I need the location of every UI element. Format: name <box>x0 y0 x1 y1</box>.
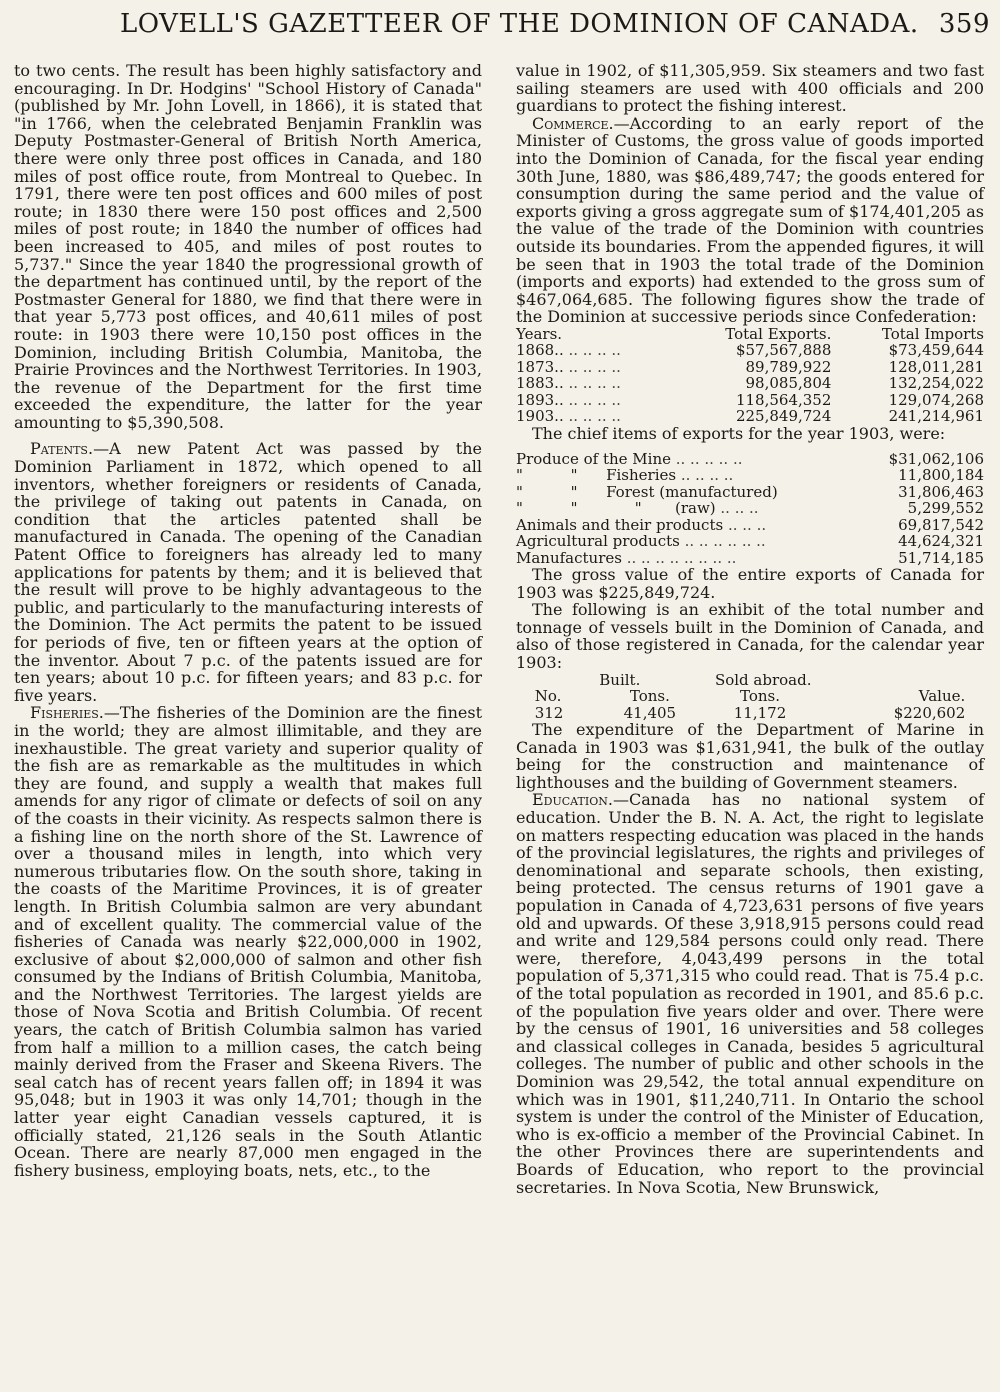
export-value: 5,299,552 <box>907 499 984 517</box>
fisheries-continued-paragraph: value in 1902, of $11,305,959. Six steamers and two fast sailing steamers are used with 400 officials and 200 guardians to protect the fishing interest. <box>516 61 984 116</box>
vessels-group-built: Built. <box>599 670 641 689</box>
export-value: $31,062,106 <box>888 449 984 468</box>
trade-header-exports: Total Exports. <box>725 324 832 343</box>
exports-table <box>516 451 984 567</box>
trade-exports: 89,789,922 <box>745 357 832 376</box>
table-row <box>516 484 984 501</box>
table-row <box>535 705 966 722</box>
vessels-value: $220,602 <box>893 703 966 722</box>
export-value: 31,806,463 <box>898 482 984 501</box>
trade-header-imports: Total Imports <box>881 324 984 343</box>
vessels-header-tons-built: Tons. <box>629 687 670 706</box>
running-title: LOVELL'S GAZETTEER OF THE DOMINION OF CANADA. <box>120 9 919 39</box>
trade-table-header <box>516 326 984 343</box>
export-value: 69,817,542 <box>898 515 984 534</box>
table-row: Animals and their products .. .. .. 69,817,542 <box>516 515 984 534</box>
commerce-heading: Commerce. <box>532 113 614 133</box>
commerce-text: —According to an early report of the Minister of Customs, the gross value of goods imported into the Dominion of Canada, for the fiscal year ending 30th June, 1880, was $86,489,747; the goods entered for consumption during the same period and the value of exports giving a gross aggregate sum of $174,401,205 as the value of the trade of the Dominion with countries outside its boundaries. From the appended figures, it will be seen that in 1903 the total trade of the Dominion (imports and exports) had extended to the gross sum of $467,064,685. The following figures show the trade of the Dominion at successive periods since Confederation: <box>516 113 984 327</box>
right-column <box>516 62 984 1382</box>
marine-paragraph: The expenditure of the Department of Marine in Canada in 1903 was $1,631,941, the bulk of the outlay being for the construction and maintenance of lighthouses and the building of Government steamers. <box>516 720 984 792</box>
gross-value-paragraph: The gross value of the entire exports of Canada for 1903 was $225,849,724. <box>516 565 984 602</box>
vessels-intro: The following is an exhibit of the total number and tonnage of vessels built in the Dominion of Canada, and also of those registered in Canada, for the calendar year 1903: <box>516 600 984 672</box>
trade-year: 1893.. <box>516 390 564 409</box>
trade-imports: 129,074,268 <box>888 390 984 409</box>
education-text: —Canada has no national system of education. Under the B. N. A. Act, the right to legislate on matters respecting education was placed in the hands of the provincial legislatures, the rights and privileges of denominational and separate schools, then existing, being protected. The census returns of 1901 gave a population in Canada of 4,723,631 persons of five years old and upwards. Of these 3,918,915 persons could read and write and 129,584 persons could only read. There were, therefore, 4,043,499 persons in the total population of 5,371,315 who could read. That is 75.4 p.c. of the total population as recorded in 1901, and 85.6 p.c. of the population five years older and over. There were by the census of 1901, 16 universities and 58 colleges and classical colleges in Canada, besides 5 agricultural colleges. The number of public and other schools in the Dominion was 29,542, the total annual expenditure on which was in 1901, $11,240,711. In Ontario the school system is under the control of the Minister of Education, who is ex-officio a member of the Provincial Cabinet. In the other Provinces there are superintendents and Boards of Education, who report to the provincial secretaries. In Nova Scotia, New Brunswick, <box>516 790 984 1197</box>
trade-exports: $57,567,888 <box>735 341 832 360</box>
export-item: Produce of the Mine <box>516 449 671 468</box>
table-row: Manufactures .. .. .. .. .. .. .. .. 51,714,185 <box>516 548 984 567</box>
trade-year: 1873.. <box>516 357 564 376</box>
export-item: " " Forest (manufactured) <box>516 482 778 501</box>
trade-exports: 118,564,352 <box>735 390 832 409</box>
table-row: 1883.. .. .. .. .. 98,085,804 132,254,022 <box>516 374 984 393</box>
export-item: Animals and their products <box>516 515 724 534</box>
commerce-section <box>516 115 984 326</box>
patents-section <box>14 440 482 704</box>
trade-imports: 128,011,281 <box>888 357 984 376</box>
trade-table <box>516 326 984 425</box>
vessels-header-tons-sold: Tons. <box>740 687 780 706</box>
table-row: 1868.. .. .. .. .. $57,567,888 $73,459,644 <box>516 341 984 360</box>
table-row: " " " (raw) .. .. .. 5,299,552 <box>516 499 984 517</box>
table-row: 1893.. .. .. .. .. 118,564,352 129,074,268 <box>516 390 984 409</box>
fisheries-section <box>14 704 482 1179</box>
exports-intro: The chief items of exports for the year 1903, were: <box>532 423 946 443</box>
vessels-table <box>535 672 966 722</box>
trade-imports: 132,254,022 <box>888 374 984 393</box>
vessels-count: 312 <box>534 703 564 722</box>
export-value: 11,800,184 <box>898 466 984 484</box>
vessels-header-no: No. <box>534 687 562 706</box>
education-section <box>516 791 984 1196</box>
running-header <box>0 6 1000 42</box>
vessels-header <box>535 688 966 705</box>
export-value: 51,714,185 <box>898 548 984 567</box>
export-item: " " Fisheries <box>516 466 677 484</box>
export-item: Agricultural products <box>516 532 680 550</box>
page-number: 359 <box>938 9 990 39</box>
trade-imports: 241,214,961 <box>888 407 984 426</box>
vessels-tons-built: 41,405 <box>623 703 677 722</box>
patents-heading: Patents. <box>30 439 94 459</box>
vessels-group-sold: Sold abroad. <box>714 670 812 689</box>
trade-year: 1868.. <box>516 341 564 360</box>
trade-header-years: Years. <box>516 324 563 343</box>
export-item: Manufactures <box>516 548 622 567</box>
table-row: 1873.. .. .. .. .. 89,789,922 128,011,281 <box>516 357 984 376</box>
fisheries-text: —The fisheries of the Dominion are the finest in the world; they are almost illimitable, and they are inexhaustible. The great variety and superior quality of the fish are as remarkable as the multitudes in which they are found, and supply a wealth that makes full amends for any rigor of climate or defects of soil on any of the coasts in their vicinity. As respects salmon there is a fishing line on the north shore of the St. Lawrence of over a thousand miles in length, into which very numerous tributaries flow. On the south shore, taking in the coasts of the Maritime Provinces, it is of greater length. In British Columbia salmon are very abundant and of excellent quality. The commercial value of the fisheries of Canada was nearly $22,000,000 in 1902, exclusive of about $2,000,000 of salmon and other fish consumed by the Indians of British Columbia, Manitoba, and the Northwest Territories. The largest yields are those of Nova Scotia and British Columbia. Of recent years, the catch of British Columbia salmon has varied from half a million to a million cases, the catch being mainly derived from the Fraser and Skeena Rivers. The seal catch has of recent years fallen off; in 1894 it was 95,048; but in 1903 it was only 14,701; though in the latter year eight Canadian vessels captured, it is officially stated, 21,126 seals in the South Atlantic Ocean. There are nearly 87,000 men engaged in the fishery business, employing boats, nets, etc., to the <box>14 703 482 1180</box>
education-heading: Education. <box>532 790 613 810</box>
table-row: Agricultural products .. .. .. .. .. .. 44,624,321 <box>516 532 984 550</box>
export-value: 44,624,321 <box>898 532 984 550</box>
table-row: 1903.. .. .. .. .. 225,849,724 241,214,961 <box>516 407 984 426</box>
vessels-header-value: Value. <box>918 687 966 706</box>
patents-text: —A new Patent Act was passed by the Dominion Parliament in 1872, which opened to all inventors, whether foreigners or residents of Canada, the privilege of taking out patents in Canada, on condition that the articles patented shall be manufactured in Canada. The opening of the Canadian Patent Office to foreigners has already led to many applications for patents by them; and it is believed that the result will prove to be highly advantageous to the public, and particularly to the manufacturing interests of the Dominion. The Act permits the patent to be issued for periods of five, ten or fifteen years at the option of the inventor. About 7 p.c. of the patents issued are for ten years; about 10 p.c. for fifteen years; and 83 p.c. for five years. <box>14 439 482 705</box>
trade-exports: 98,085,804 <box>745 374 832 393</box>
vessels-tons-sold: 11,172 <box>733 703 787 722</box>
left-column <box>14 62 482 1382</box>
table-row: " " Fisheries .. .. .. .. 11,800,184 <box>516 466 984 484</box>
trade-year: 1883.. <box>516 374 564 393</box>
vessels-group-header <box>535 672 966 689</box>
trade-imports: $73,459,644 <box>888 341 984 360</box>
trade-year: 1903.. <box>516 407 564 426</box>
table-row: Produce of the Mine .. .. .. .. .. $31,062,106 <box>516 449 984 468</box>
trade-exports: 225,849,724 <box>735 407 832 426</box>
export-item: " " " (raw) <box>516 499 716 517</box>
postal-history-paragraph: to two cents. The result has been highly satisfactory and encouraging. In Dr. Hodgins' "School History of Canada" (published by Mr. John Lovell, in 1866), it is stated that "in 1766, when the celebrated Benjamin Franklin was Deputy Postmaster-General of British North America, there were only three post offices in Canada, and 180 miles of post office route, from Montreal to Quebec. In 1791, there were ten post offices and 600 miles of post route; in 1830 there were 150 post offices and 2,500 miles of post route; in 1840 the number of offices had been increased to 405, and miles of post routes to 5,737." Since the year 1840 the progressional growth of the department has continued until, by the report of the Postmaster General for 1880, we find that there were in that year 5,773 post offices, and 40,611 miles of post route: in 1903 there were 10,150 post offices in the Dominion, including British Columbia, Manitoba, the Prairie Provinces and the Northwest Territories. In 1903, the revenue of the Department for the first time exceeded the expenditure, the latter for the year amounting to $5,390,508. <box>14 61 482 432</box>
fisheries-heading: Fisheries. <box>30 703 104 723</box>
